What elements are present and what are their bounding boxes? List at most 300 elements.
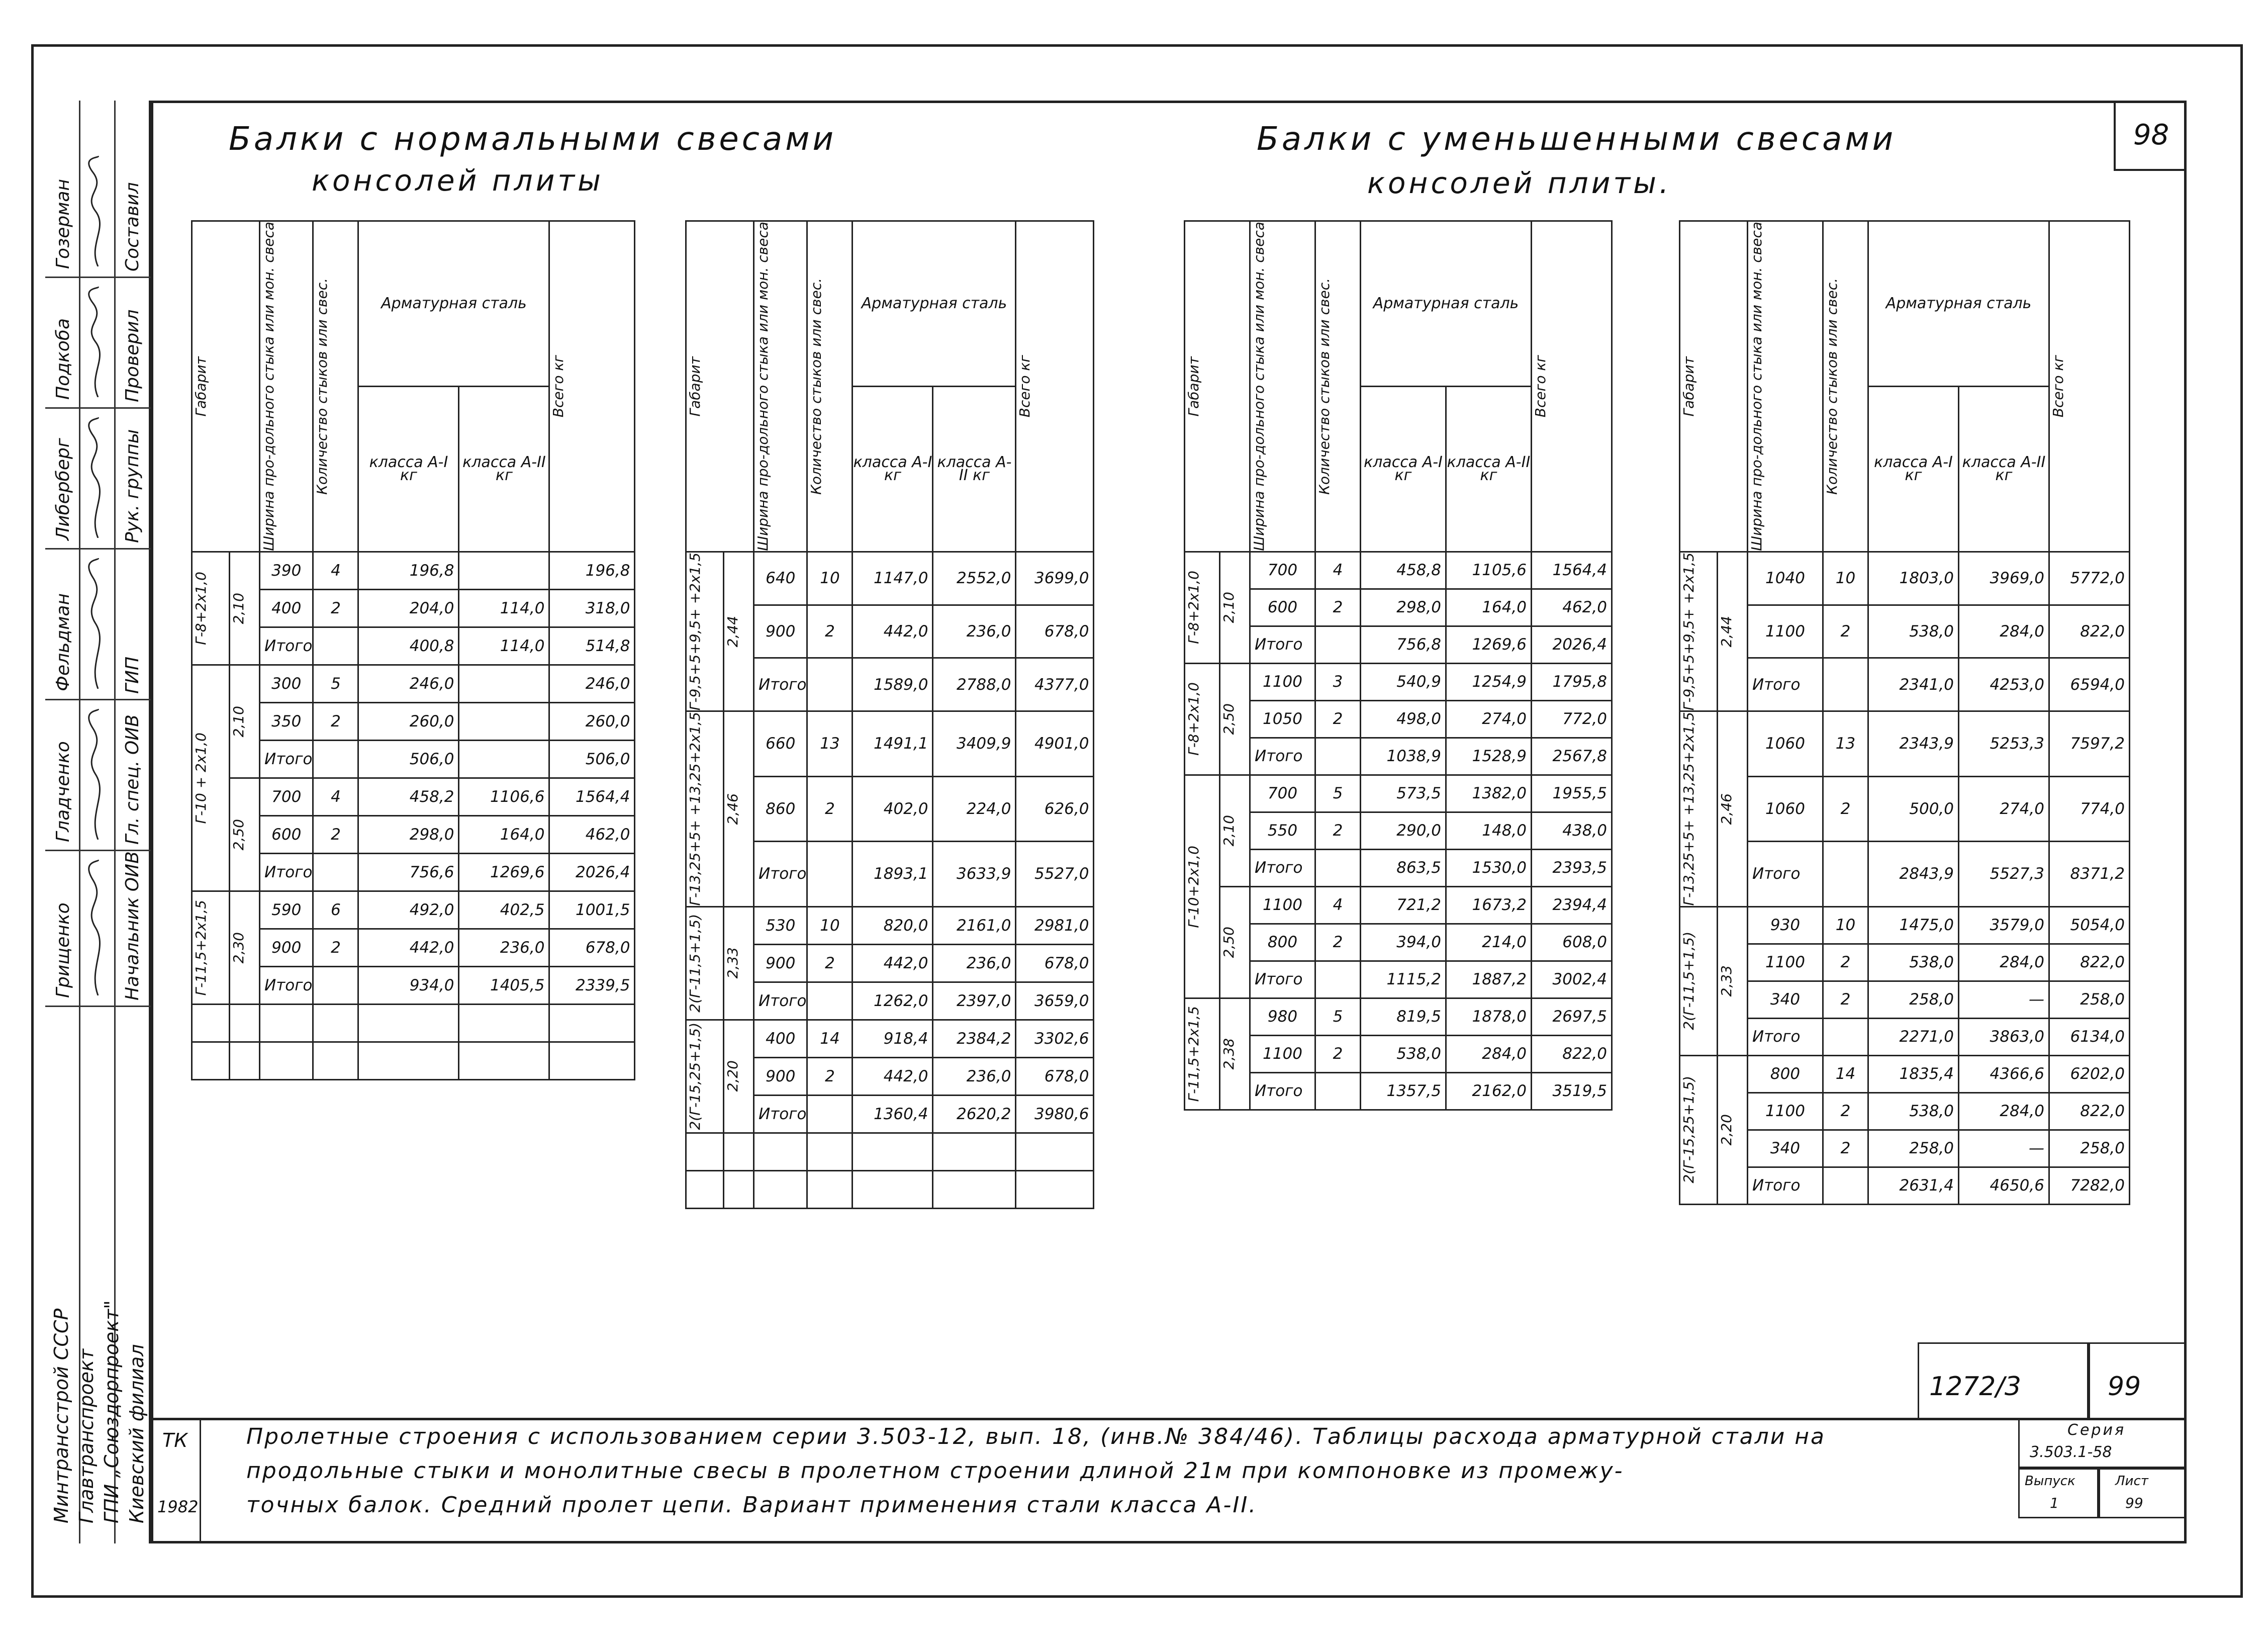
album-page: 99 [2108, 1372, 2141, 1402]
a1-cell: 1038,9 [1361, 738, 1446, 775]
width-cell: 640 [754, 552, 807, 605]
header-class-a2: класса А-II кг [1446, 386, 1532, 552]
count-cell: 2 [807, 944, 853, 982]
width-cell: 600 [1250, 589, 1315, 626]
count-cell [1823, 658, 1868, 711]
a1-cell: 290,0 [1361, 812, 1446, 849]
total-cell: 6202,0 [2049, 1055, 2130, 1092]
stamp-role-5: Начальник ОИВ [122, 851, 143, 1000]
gabarit-label: 2(Г-15,25+1,5) [1680, 1076, 1697, 1183]
total-cell: 1795,8 [1532, 663, 1612, 700]
width-cell: 1060 [1748, 776, 1823, 842]
table-row [1680, 1055, 2130, 1092]
total-cell: 5527,0 [1016, 842, 1094, 907]
a1-cell: 1491,1 [853, 711, 933, 777]
description-line-1: Пролетные строения с использованием серии 3.503-12, вып. 18, (инв.№ 384/46). Таблицы расхода арматурной стали на [246, 1424, 1826, 1449]
table-row [1680, 906, 2130, 944]
blank-cell [853, 1170, 933, 1208]
table-row [1185, 998, 1612, 1035]
count-cell: 5 [313, 665, 358, 702]
a1-cell: 1262,0 [853, 982, 933, 1020]
sub-gabarit-label: 2,20 [1718, 1114, 1735, 1146]
album-cell [1918, 1342, 2089, 1418]
a1-cell: 442,0 [853, 944, 933, 982]
header-count [313, 221, 358, 552]
gabarit-cell [1680, 906, 1718, 1055]
width-cell: 1100 [1250, 663, 1315, 700]
total-cell: 196,8 [549, 552, 635, 589]
gabarit-cell [192, 665, 230, 891]
header-class-a2: класса А-II кг [1959, 386, 2049, 552]
a1-cell: 721,2 [1361, 886, 1446, 924]
a2-cell: 284,0 [1959, 944, 2049, 981]
header-count-label: Количество стыков или свес. [1316, 278, 1333, 495]
width-cell: 1100 [1748, 605, 1823, 658]
gabarit-cell [1680, 1055, 1718, 1204]
total-cell: 1564,4 [549, 778, 635, 815]
total-cell: 2567,8 [1532, 738, 1612, 775]
sub-gabarit-label: 2,50 [1220, 927, 1237, 958]
total-cell: 822,0 [2049, 944, 2130, 981]
total-cell: 8371,2 [2049, 842, 2130, 907]
header-width-label: Ширина про-дольного стыка или мон. свеса [1748, 222, 1765, 551]
count-cell [807, 982, 853, 1020]
blank-cell [358, 1042, 459, 1079]
a2-cell: 164,0 [1446, 589, 1532, 626]
a1-cell: 756,6 [358, 853, 459, 891]
header-gabarit [1185, 221, 1250, 552]
blank-cell [549, 1004, 635, 1042]
a1-cell: 298,0 [358, 815, 459, 853]
table-row [1680, 1092, 2130, 1130]
width-cell: 800 [1250, 924, 1315, 961]
width-cell: Итого [1748, 842, 1823, 907]
gabarit-cell [686, 1020, 724, 1133]
count-cell [313, 627, 358, 665]
stamp-org-line-0: Минтрансстрой СССР [50, 1308, 72, 1523]
a1-cell: 2343,9 [1868, 711, 1959, 777]
total-cell: 2339,5 [549, 966, 635, 1004]
width-cell: 530 [754, 906, 807, 944]
count-cell: 2 [1823, 944, 1868, 981]
sub-gabarit-cell [1220, 663, 1250, 775]
blank-cell [230, 1004, 260, 1042]
count-cell: 2 [807, 1057, 853, 1095]
a2-cell: 2552,0 [933, 552, 1016, 605]
a1-cell: 2341,0 [1868, 658, 1959, 711]
width-cell: 390 [260, 552, 313, 589]
width-cell: Итого [260, 853, 313, 891]
a2-cell: 2788,0 [933, 658, 1016, 711]
width-cell: Итого [1748, 1018, 1823, 1055]
blank-cell [459, 1042, 549, 1079]
a1-cell: 2271,0 [1868, 1018, 1959, 1055]
a1-cell: 820,0 [853, 906, 933, 944]
signature-icon [83, 156, 113, 266]
total-cell: 246,0 [549, 665, 635, 702]
width-cell: Итого [1250, 849, 1315, 886]
blank-cell [686, 1170, 724, 1208]
a2-cell: 164,0 [459, 815, 549, 853]
a2-cell [459, 702, 549, 740]
header-class-a1: класса А-I кг [1868, 386, 1959, 552]
count-cell [807, 1095, 853, 1133]
sub-gabarit-cell [1718, 906, 1748, 1055]
gabarit-cell [686, 906, 724, 1020]
total-cell: 318,0 [549, 589, 635, 627]
width-cell: 1100 [1748, 1092, 1823, 1130]
sub-gabarit-label: 2,33 [1718, 965, 1735, 997]
album-number: 1272/3 [1929, 1372, 2021, 1402]
stamp-role-4: Гл. спец. ОИВ [122, 714, 143, 845]
a2-cell: 402,5 [459, 891, 549, 929]
a2-cell: 1106,6 [459, 778, 549, 815]
a2-cell: — [1959, 981, 2049, 1018]
total-cell: 462,0 [549, 815, 635, 853]
gabarit-label: 2(Г-15,25+1,5) [687, 1022, 703, 1130]
count-cell: 2 [1315, 1035, 1361, 1072]
gabarit-label: Г-8+2х1,0 [193, 571, 209, 645]
a1-cell: 500,0 [1868, 776, 1959, 842]
a1-cell: 442,0 [853, 1057, 933, 1095]
gabarit-cell [1680, 711, 1718, 907]
a2-cell: 236,0 [459, 929, 549, 966]
total-cell: 2026,4 [1532, 626, 1612, 663]
total-cell: 772,0 [1532, 700, 1612, 738]
header-count [807, 221, 853, 552]
total-cell: 3699,0 [1016, 552, 1094, 605]
count-cell [807, 658, 853, 711]
a1-cell: 506,0 [358, 740, 459, 778]
total-cell: 438,0 [1532, 812, 1612, 849]
a2-cell: 236,0 [933, 1057, 1016, 1095]
width-cell: Итого [1250, 626, 1315, 663]
table-normal-left [191, 220, 635, 1080]
a2-cell: 2397,0 [933, 982, 1016, 1020]
stamp-name-4: Гладченко [53, 741, 73, 842]
title-block-code: ТК [162, 1429, 188, 1451]
stamp-name-5: Грищенко [53, 902, 73, 998]
a2-cell: 2161,0 [933, 906, 1016, 944]
header-total [1532, 221, 1612, 552]
a2-cell: 2384,2 [933, 1020, 1016, 1057]
width-cell: 1050 [1250, 700, 1315, 738]
a1-cell: 298,0 [1361, 589, 1446, 626]
a1-cell: 540,9 [1361, 663, 1446, 700]
a1-cell: 1475,0 [1868, 906, 1959, 944]
table-row [1185, 775, 1612, 812]
table-row [1680, 605, 2130, 658]
header-class-a1: класса А-I кг [853, 386, 933, 552]
gabarit-label: Г-9,5+5+9,5+ +2х1,5 [1680, 552, 1697, 711]
blank-cell [549, 1042, 635, 1079]
a1-cell: 258,0 [1868, 981, 1959, 1018]
count-cell: 2 [1823, 981, 1868, 1018]
description-line-3: точных балок. Средний пролет цепи. Вариант применения стали класса А-II. [246, 1492, 1258, 1518]
stamp-role-0: Составил [122, 182, 143, 271]
stamp-name-1: Подкоба [53, 318, 73, 400]
stamp-org-line-1: Главтранспроект [75, 1348, 98, 1523]
blank-cell [313, 1004, 358, 1042]
header-gabarit-label: Габарит [193, 356, 209, 417]
blank-cell [754, 1133, 807, 1170]
table-row [1185, 886, 1612, 924]
total-cell: 608,0 [1532, 924, 1612, 961]
left-heading-line2: консолей плиты [312, 163, 604, 198]
total-cell: 514,8 [549, 627, 635, 665]
table-row [1680, 552, 2130, 605]
total-cell: 3980,6 [1016, 1095, 1094, 1133]
blank-cell [1016, 1133, 1094, 1170]
count-cell [1823, 842, 1868, 907]
header-steel: Арматурная сталь [1868, 221, 2049, 387]
width-cell: 1040 [1748, 552, 1823, 605]
total-cell: 1564,4 [1532, 552, 1612, 589]
blank-cell [754, 1170, 807, 1208]
blank-cell [933, 1170, 1016, 1208]
width-cell: 1100 [1748, 944, 1823, 981]
count-cell: 6 [313, 891, 358, 929]
width-cell: Итого [1748, 1167, 1823, 1204]
left-heading-line1: Балки с нормальными свесами [229, 121, 837, 158]
total-cell: 822,0 [2049, 1092, 2130, 1130]
sub-gabarit-cell [1220, 886, 1250, 998]
header-gabarit [192, 221, 260, 552]
a1-cell: 458,8 [1361, 552, 1446, 589]
stamp-name-0: Гозерман [53, 179, 73, 269]
sub-gabarit-cell [724, 1020, 754, 1133]
a2-cell: 1269,6 [459, 853, 549, 891]
total-cell: 2394,4 [1532, 886, 1612, 924]
blank-cell [724, 1170, 754, 1208]
blank-cell [807, 1170, 853, 1208]
a2-cell: 5527,3 [1959, 842, 2049, 907]
a1-cell: 258,0 [1868, 1130, 1959, 1167]
a2-cell: 2162,0 [1446, 1072, 1532, 1110]
total-cell: 2026,4 [549, 853, 635, 891]
a1-cell: 934,0 [358, 966, 459, 1004]
width-cell: Итого [1250, 961, 1315, 998]
a1-cell: 2843,9 [1868, 842, 1959, 907]
stamp-name-3: Фельдман [53, 593, 73, 691]
sub-gabarit-label: 2,46 [1718, 793, 1735, 825]
total-cell: 3302,6 [1016, 1020, 1094, 1057]
width-cell: Итого [754, 842, 807, 907]
a2-cell: 114,0 [459, 589, 549, 627]
count-cell: 2 [1823, 776, 1868, 842]
table-row [1680, 776, 2130, 842]
sub-gabarit-label: 2,30 [230, 932, 247, 964]
sub-gabarit-cell [1220, 775, 1250, 886]
a1-cell: 538,0 [1868, 944, 1959, 981]
width-cell: 600 [260, 815, 313, 853]
a1-cell: 1147,0 [853, 552, 933, 605]
blank-cell [807, 1133, 853, 1170]
blank-cell [459, 1004, 549, 1042]
width-cell: 1100 [1250, 1035, 1315, 1072]
a1-cell: 538,0 [1361, 1035, 1446, 1072]
count-cell: 2 [1315, 700, 1361, 738]
count-cell: 10 [1823, 906, 1868, 944]
header-steel: Арматурная сталь [1361, 221, 1532, 387]
a2-cell: 1528,9 [1446, 738, 1532, 775]
header-width-label: Ширина про-дольного стыка или мон. свеса [754, 222, 771, 551]
count-cell: 2 [313, 702, 358, 740]
blank-row [192, 1042, 635, 1079]
width-cell: 700 [260, 778, 313, 815]
blank-row [192, 1004, 635, 1042]
gabarit-label: Г-11,5+2х1,5 [1185, 1006, 1202, 1102]
a2-cell: 274,0 [1959, 776, 2049, 842]
sub-gabarit-label: 2,33 [724, 947, 741, 979]
a1-cell: 1803,0 [1868, 552, 1959, 605]
sub-gabarit-label: 2,10 [1220, 592, 1237, 623]
total-cell: 260,0 [549, 702, 635, 740]
series-label: Серия [2067, 1421, 2126, 1439]
total-cell: 7282,0 [2049, 1167, 2130, 1204]
a1-cell: 498,0 [1361, 700, 1446, 738]
a2-cell: 1530,0 [1446, 849, 1532, 886]
gabarit-cell [686, 711, 724, 907]
sub-gabarit-cell [1718, 711, 1748, 907]
header-width-label: Ширина про-дольного стыка или мон. свеса [260, 222, 277, 551]
count-cell: 4 [313, 778, 358, 815]
total-cell: 6134,0 [2049, 1018, 2130, 1055]
a1-cell: 246,0 [358, 665, 459, 702]
a2-cell: 4253,0 [1959, 658, 2049, 711]
a2-cell: 3969,0 [1959, 552, 2049, 605]
gabarit-cell [192, 891, 230, 1004]
gabarit-label: Г-10 + 2х1,0 [193, 732, 209, 824]
sub-gabarit-label: 2,44 [724, 615, 741, 648]
a1-cell: 442,0 [358, 929, 459, 966]
table-row [192, 665, 635, 702]
total-cell: 678,0 [1016, 944, 1094, 982]
total-cell: 5054,0 [2049, 906, 2130, 944]
a1-cell: 918,4 [853, 1020, 933, 1057]
a1-cell: 1115,2 [1361, 961, 1446, 998]
blank-cell [230, 1042, 260, 1079]
sub-gabarit-cell [230, 891, 260, 1004]
total-cell: 2697,5 [1532, 998, 1612, 1035]
count-cell [1823, 1167, 1868, 1204]
table-normal-right [685, 220, 1094, 1209]
gabarit-label: Г-13,25+5+ +13,25+2х1,5 [1680, 712, 1697, 906]
a2-cell: 1878,0 [1446, 998, 1532, 1035]
gabarit-label: Г-13,25+5+ +13,25+2х1,5 [687, 712, 703, 906]
a1-cell: 196,8 [358, 552, 459, 589]
width-cell: Итого [260, 966, 313, 1004]
width-cell: 350 [260, 702, 313, 740]
blank-row [686, 1170, 1094, 1208]
width-cell: Итого [754, 658, 807, 711]
a1-cell: 1589,0 [853, 658, 933, 711]
sub-gabarit-cell [230, 665, 260, 778]
width-cell: Итого [754, 982, 807, 1020]
blank-row [686, 1133, 1094, 1170]
sub-gabarit-cell [1220, 998, 1250, 1110]
header-class-a2: класса А-II кг [933, 386, 1016, 552]
stamp-role-1: Проверил [122, 309, 143, 402]
width-cell: 1100 [1250, 886, 1315, 924]
sub-gabarit-cell [724, 711, 754, 907]
blank-cell [260, 1004, 313, 1042]
stamp-divider [45, 699, 151, 700]
count-cell: 4 [1315, 886, 1361, 924]
width-cell: 900 [754, 1057, 807, 1095]
header-gabarit [1680, 221, 1748, 552]
header-class-a1: класса А-I кг [358, 386, 459, 552]
issue-cell [2018, 1468, 2099, 1518]
count-cell [1315, 1072, 1361, 1110]
signature-icon [83, 287, 113, 397]
total-cell: 4377,0 [1016, 658, 1094, 711]
count-cell: 13 [807, 711, 853, 777]
gabarit-label: Г-11,5+2х1,5 [193, 899, 209, 996]
a2-cell: 274,0 [1446, 700, 1532, 738]
count-cell: 10 [807, 906, 853, 944]
blank-cell [358, 1004, 459, 1042]
stamp-divider [45, 407, 151, 409]
a1-cell: 2631,4 [1868, 1167, 1959, 1204]
count-cell: 2 [1823, 1092, 1868, 1130]
sub-gabarit-cell [1718, 552, 1748, 711]
count-cell: 2 [807, 605, 853, 658]
sheet-number: 98 [2114, 101, 2187, 171]
a2-cell: 1887,2 [1446, 961, 1532, 998]
table-row [1680, 1130, 2130, 1167]
header-width [1250, 221, 1315, 552]
total-cell: 3519,5 [1532, 1072, 1612, 1110]
a1-cell: 204,0 [358, 589, 459, 627]
table-row [192, 778, 635, 815]
sub-gabarit-label: 2,20 [724, 1060, 741, 1092]
sub-gabarit-label: 2,10 [1220, 815, 1237, 847]
header-steel: Арматурная сталь [358, 221, 549, 387]
total-cell: 3002,4 [1532, 961, 1612, 998]
gabarit-cell [1185, 663, 1220, 775]
width-cell: Итого [260, 740, 313, 778]
width-cell: 400 [754, 1020, 807, 1057]
table-row [1680, 981, 2130, 1018]
gabarit-label: 2(Г-11,5+1,5) [1680, 932, 1697, 1030]
count-cell [1823, 1018, 1868, 1055]
table-row [686, 1020, 1094, 1057]
gabarit-label: Г-8+2х1,0 [1185, 682, 1202, 756]
sub-gabarit-label: 2,46 [724, 793, 741, 825]
count-cell [313, 966, 358, 1004]
gabarit-cell [1680, 552, 1718, 711]
count-cell: 13 [1823, 711, 1868, 777]
table-row [686, 552, 1094, 605]
blank-cell [933, 1133, 1016, 1170]
table-row [1680, 711, 2130, 777]
title-block-code-cell [151, 1418, 201, 1543]
a2-cell [459, 740, 549, 778]
a1-cell: 573,5 [1361, 775, 1446, 812]
issue-value: 1 [2050, 1495, 2059, 1511]
right-heading-line2: консолей плиты. [1367, 166, 1672, 200]
total-cell: 462,0 [1532, 589, 1612, 626]
gabarit-label: Г-9,5+5+9,5+ +2х1,5 [687, 552, 703, 711]
header-total [1016, 221, 1094, 552]
count-cell: 3 [1315, 663, 1361, 700]
stamp-divider [45, 277, 151, 278]
gabarit-cell [1185, 998, 1220, 1110]
count-cell: 10 [807, 552, 853, 605]
table-row [192, 552, 635, 589]
sub-gabarit-cell [1220, 552, 1250, 663]
